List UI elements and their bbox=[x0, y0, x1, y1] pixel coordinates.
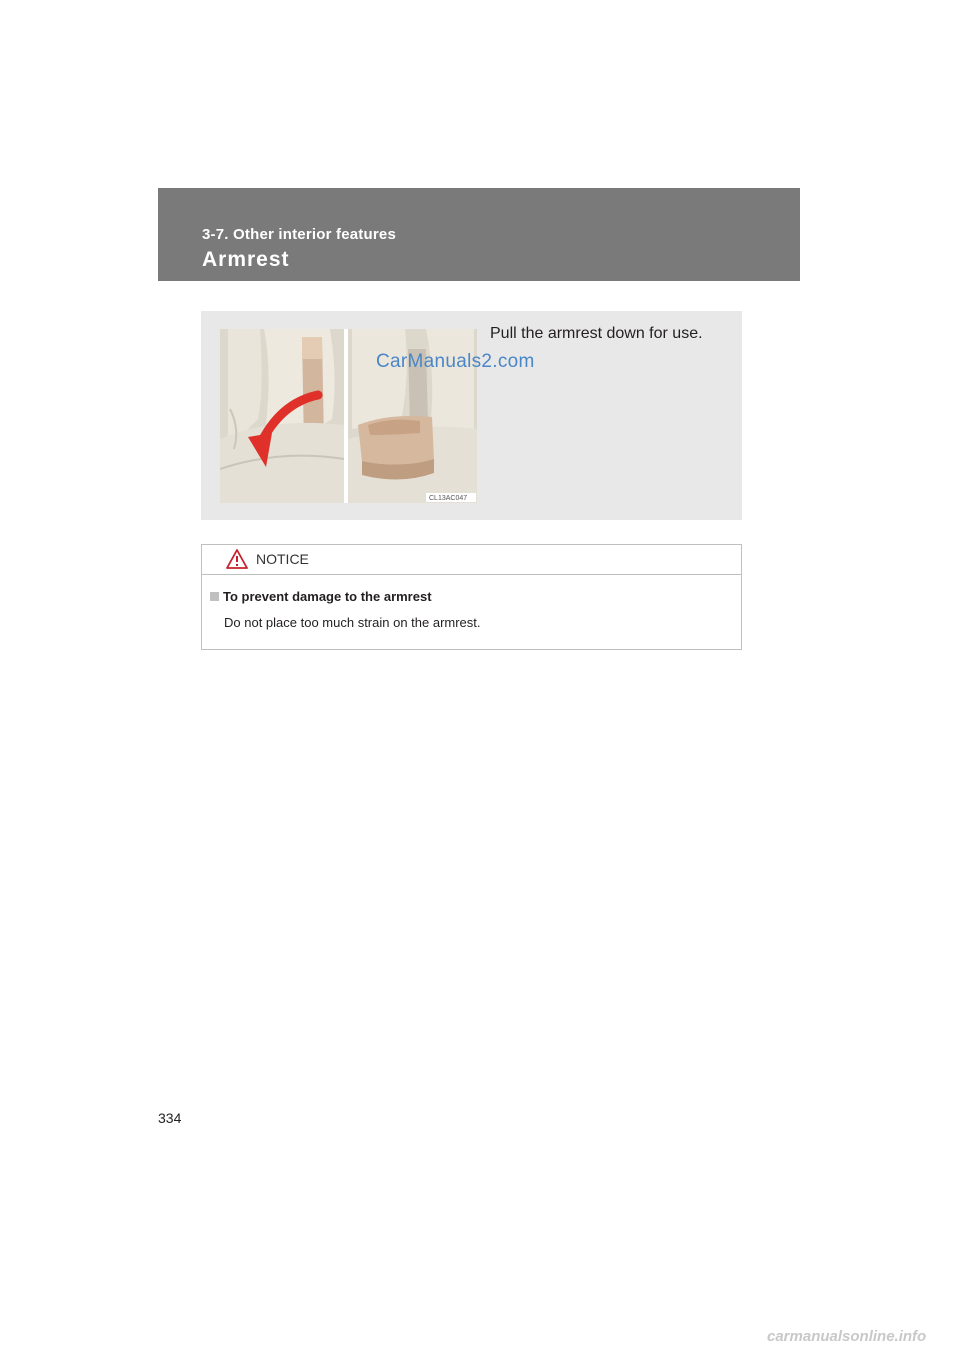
section-header bbox=[158, 188, 800, 281]
square-bullet-icon bbox=[210, 592, 219, 601]
notice-subheading-text: To prevent damage to the armrest bbox=[223, 589, 432, 604]
page-title: Armrest bbox=[202, 248, 290, 271]
notice-body: Do not place too much strain on the armrest. bbox=[224, 615, 481, 630]
instruction-panel bbox=[201, 311, 742, 520]
section-label: 3-7. Other interior features bbox=[202, 226, 396, 243]
notice-subheading bbox=[210, 589, 432, 604]
image-code: CL13AC047 bbox=[429, 495, 468, 502]
notice-box bbox=[201, 544, 742, 650]
footer-watermark-link[interactable]: carmanualsonline.info bbox=[767, 1328, 927, 1345]
watermark-text: CarManuals2.com bbox=[376, 351, 535, 372]
left-seat-view bbox=[220, 329, 344, 503]
notice-label: NOTICE bbox=[256, 551, 309, 567]
page-number: 334 bbox=[158, 1110, 182, 1126]
instruction-text: Pull the armrest down for use. bbox=[490, 325, 703, 342]
notice-header bbox=[202, 545, 741, 575]
warning-triangle-icon bbox=[226, 549, 248, 569]
